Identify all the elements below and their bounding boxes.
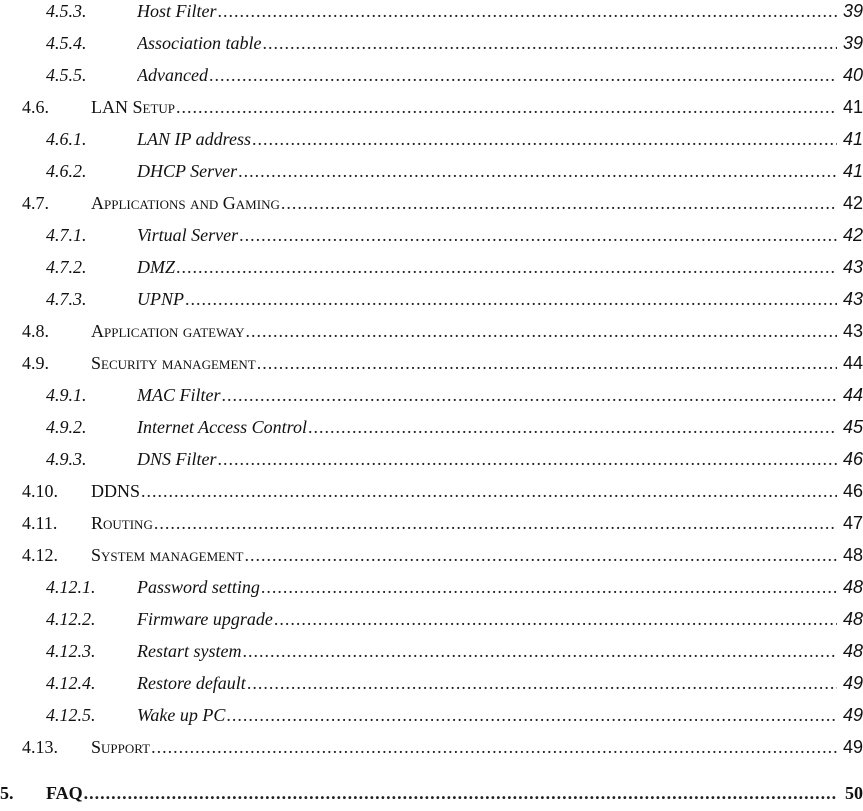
toc-entry-host-filter[interactable] [0, 0, 863, 22]
dot-leader [263, 32, 838, 54]
toc-entry-wake-up-pc[interactable] [0, 694, 863, 726]
toc-entry-number: 4.13. [22, 737, 58, 757]
toc-entry-page[interactable]: 49 [842, 705, 863, 725]
toc-entry-dns-filter[interactable] [0, 438, 863, 470]
toc-entry-number: 4.12.5. [46, 705, 96, 725]
toc-entry-number: 4.7. [22, 193, 49, 213]
toc-entry-security-management[interactable] [0, 342, 863, 374]
toc-entry-page[interactable]: 44 [842, 385, 863, 405]
toc-entry-title[interactable]: Restore default [137, 673, 246, 693]
toc-entry-page[interactable]: 39 [842, 33, 863, 53]
toc-entry-page[interactable]: 47 [842, 513, 863, 533]
toc-entry-number: 4.12.4. [46, 673, 96, 693]
dot-leader [154, 512, 837, 534]
toc-entry-lan-ip-address[interactable] [0, 118, 863, 150]
toc-entry-title[interactable]: Association table [137, 33, 262, 53]
toc-entry-title[interactable]: LAN Setup [91, 97, 176, 117]
dot-leader [281, 192, 837, 214]
toc-entry-number: 4.9.2. [46, 417, 87, 437]
toc-entry-title[interactable]: Advanced [137, 65, 208, 85]
toc-entry-number: 4.12.3. [46, 641, 96, 661]
toc-entry-mac-filter[interactable] [0, 374, 863, 406]
dot-leader [218, 448, 838, 470]
dot-leader [151, 736, 837, 758]
toc-entry-number: 4.9.3. [46, 449, 87, 469]
dot-leader [244, 544, 837, 566]
toc-entry-title[interactable]: DDNS [91, 481, 141, 501]
toc-entry-page[interactable]: 41 [842, 161, 863, 181]
toc-entry-page[interactable]: 48 [842, 609, 863, 629]
dot-leader [246, 320, 837, 342]
toc-entry-title[interactable]: Support [91, 737, 151, 757]
toc-entry-page[interactable]: 43 [842, 257, 863, 277]
toc-entry-upnp[interactable] [0, 278, 863, 310]
toc-entry-routing[interactable] [0, 502, 863, 534]
toc-entry-title[interactable]: Restart system [137, 641, 242, 661]
toc-entry-page[interactable]: 40 [842, 65, 863, 85]
toc-entry-page[interactable]: 48 [842, 577, 863, 597]
toc-entry-title[interactable]: Routing [91, 513, 153, 533]
toc-entry-page[interactable]: 49 [842, 737, 863, 757]
toc-entry-title[interactable]: Firmware upgrade [137, 609, 273, 629]
toc-entry-number: 4.12.1. [46, 577, 96, 597]
toc-entry-page[interactable]: 46 [842, 449, 863, 469]
toc-entry-restart-system[interactable] [0, 630, 863, 662]
toc-entry-title[interactable]: Applications and Gaming [91, 193, 280, 213]
toc-entry-system-management[interactable] [0, 534, 863, 566]
dot-leader [176, 256, 837, 278]
toc-entry-page[interactable]: 44 [842, 353, 863, 373]
toc-entry-firmware-upgrade[interactable] [0, 598, 863, 630]
toc-entry-title[interactable]: Application gateway [91, 321, 245, 341]
toc-entry-page[interactable]: 41 [842, 129, 863, 149]
toc-entry-page[interactable]: 48 [842, 641, 863, 661]
toc-entry-application-gateway[interactable] [0, 310, 863, 342]
toc-entry-faq[interactable] [0, 772, 863, 804]
toc-entry-page[interactable]: 43 [842, 289, 863, 309]
dot-leader [218, 0, 838, 22]
toc-entry-password-setting[interactable] [0, 566, 863, 598]
toc-entry-title[interactable]: Virtual Server [137, 225, 239, 245]
toc-entry-title[interactable]: LAN IP address [137, 129, 252, 149]
toc-entry-title[interactable]: Security management [91, 353, 256, 373]
toc-entry-number: 4.7.1. [46, 225, 87, 245]
toc-entry-number: 4.11. [22, 513, 58, 533]
toc-entry-internet-access-control[interactable] [0, 406, 863, 438]
dot-leader [84, 782, 837, 804]
toc-entry-title[interactable]: MAC Filter [137, 385, 221, 405]
toc-entry-number: 4.12. [22, 545, 58, 565]
toc-entry-virtual-server[interactable] [0, 214, 863, 246]
dot-leader [185, 288, 837, 310]
toc-entry-lan-setup[interactable] [0, 86, 863, 118]
toc-entry-title[interactable]: FAQ [46, 783, 83, 803]
dot-leader [242, 640, 837, 662]
toc-entry-number: 4.6.2. [46, 161, 87, 181]
dot-leader [209, 64, 837, 86]
toc-entry-number: 4.6. [22, 97, 49, 117]
toc-entry-title[interactable]: System management [91, 545, 244, 565]
dot-leader [141, 480, 837, 502]
toc-entry-title[interactable]: DMZ [137, 257, 176, 277]
toc-entry-page[interactable]: 50 [845, 783, 863, 803]
toc-entry-number: 4.5.5. [46, 65, 87, 85]
toc-entry-page[interactable]: 49 [842, 673, 863, 693]
dot-leader [257, 352, 837, 374]
toc-entry-title[interactable]: Password setting [137, 577, 260, 597]
toc-entry-title[interactable]: Host Filter [137, 1, 217, 21]
dot-leader [261, 576, 837, 598]
toc-entry-page[interactable]: 42 [842, 193, 863, 213]
toc-entry-number: 4.7.3. [46, 289, 87, 309]
dot-leader [238, 160, 837, 182]
toc-entry-page[interactable]: 43 [842, 321, 863, 341]
toc-entry-page[interactable]: 42 [842, 225, 863, 245]
toc-entry-support[interactable] [0, 726, 863, 758]
toc-entry-title[interactable]: Wake up PC [137, 705, 226, 725]
dot-leader [247, 672, 837, 694]
toc-entry-number: 4.9. [22, 353, 49, 373]
toc-entry-number: 4.9.1. [46, 385, 87, 405]
toc-entry-applications-and-gaming[interactable] [0, 182, 863, 214]
dot-leader [308, 416, 837, 438]
dot-leader [274, 608, 837, 630]
toc-entry-dhcp-server[interactable] [0, 150, 863, 182]
toc-entry-restore-default[interactable] [0, 662, 863, 694]
toc-entry-number: 4.10. [22, 481, 58, 501]
toc-entry-dmz[interactable] [0, 246, 863, 278]
toc-entry-number: 4.5.4. [46, 33, 87, 53]
toc-entry-number: 4.12.2. [46, 609, 96, 629]
toc-entry-advanced[interactable] [0, 54, 863, 86]
toc-entry-page[interactable]: 45 [842, 417, 863, 437]
toc-entry-number: 4.5.3. [46, 1, 87, 21]
toc-entry-page[interactable]: 41 [842, 97, 863, 117]
dot-leader [226, 704, 837, 726]
toc-entry-association-table[interactable] [0, 22, 863, 54]
dot-leader [252, 128, 837, 150]
toc-entry-title[interactable]: DHCP Server [137, 161, 238, 181]
toc-entry-page[interactable]: 48 [842, 545, 863, 565]
dot-leader [239, 224, 837, 246]
toc-entry-number: 5. [0, 783, 14, 803]
dot-leader [222, 384, 838, 406]
toc-entry-title[interactable]: UPNP [137, 289, 184, 309]
toc-entry-number: 4.8. [22, 321, 49, 341]
dot-leader [176, 96, 837, 118]
toc-entry-page[interactable]: 39 [842, 1, 863, 21]
toc-entry-title[interactable]: Internet Access Control [137, 417, 307, 437]
toc-entry-page[interactable]: 46 [842, 481, 863, 501]
toc-entry-title[interactable]: DNS Filter [137, 449, 217, 469]
toc-entry-ddns[interactable] [0, 470, 863, 502]
toc-entry-number: 4.6.1. [46, 129, 87, 149]
toc-entry-number: 4.7.2. [46, 257, 87, 277]
